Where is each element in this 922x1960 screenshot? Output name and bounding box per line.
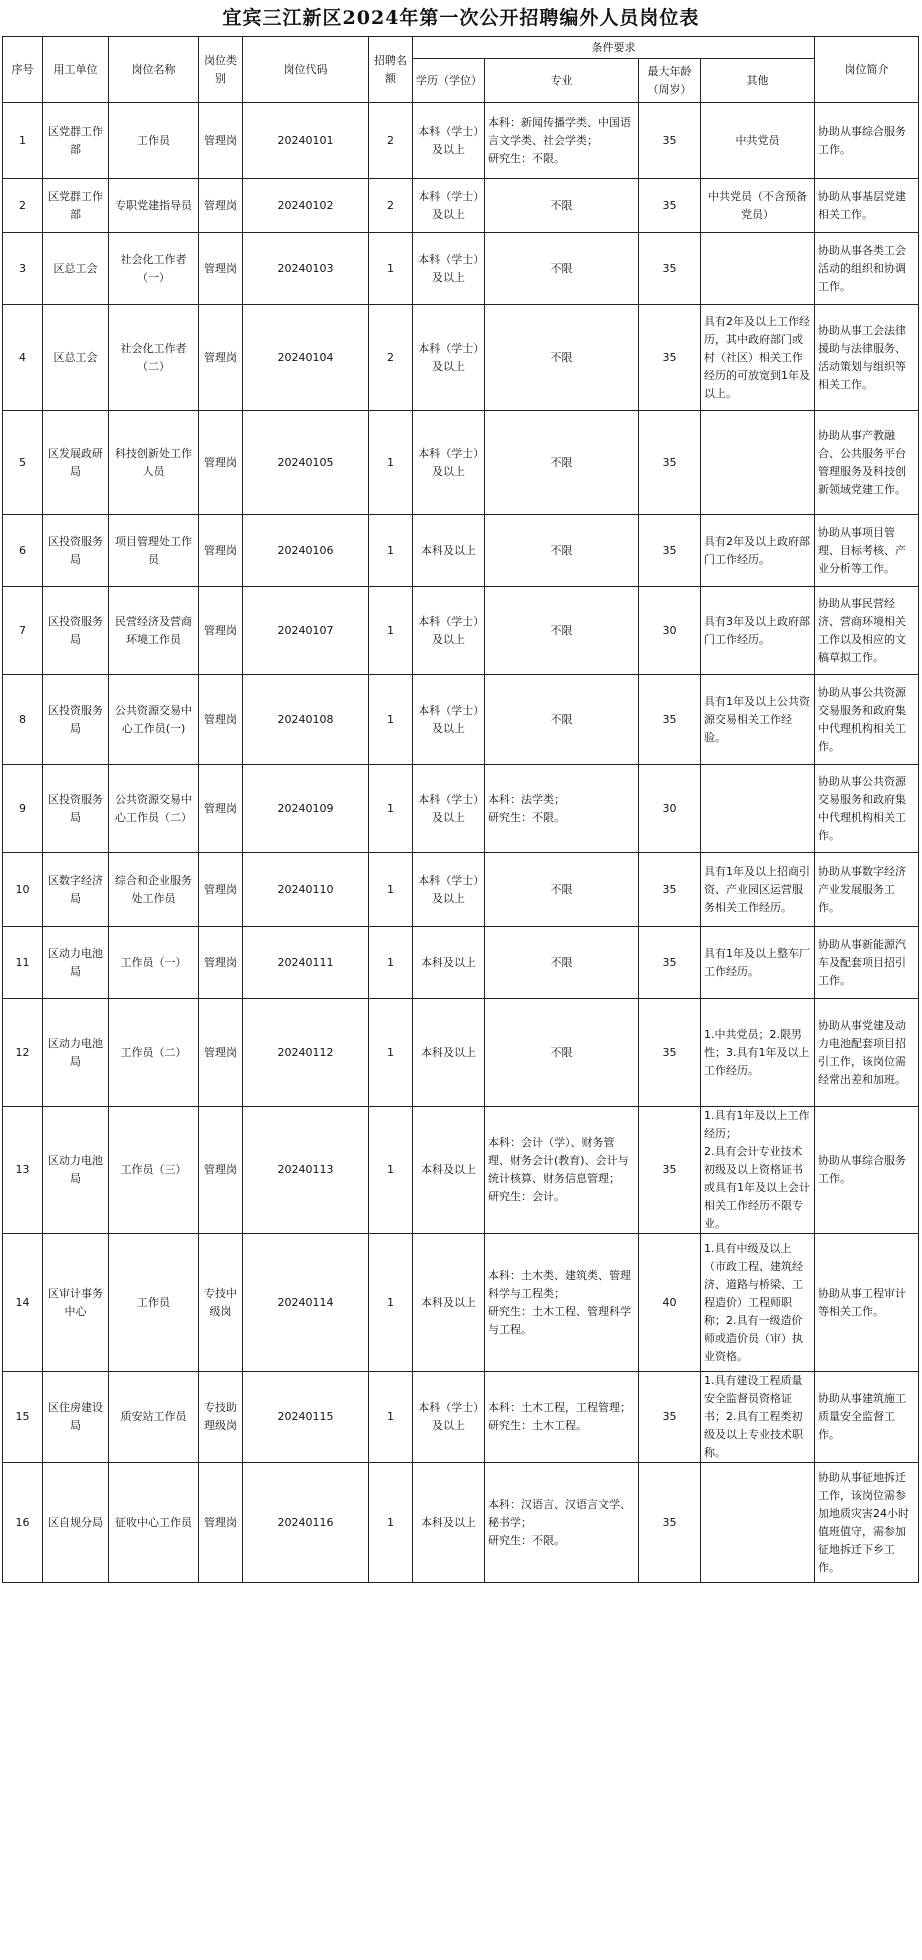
cell-education: 本科（学士）及以上	[413, 1372, 485, 1463]
cell-unit: 区投资服务局	[43, 675, 109, 765]
cell-education: 本科（学士）及以上	[413, 305, 485, 411]
header-other: 其他	[701, 59, 815, 103]
cell-unit: 区数字经济局	[43, 853, 109, 927]
cell-post-type: 专技中级岗	[199, 1234, 243, 1372]
cell-unit: 区住房建设局	[43, 1372, 109, 1463]
table-row	[3, 179, 919, 233]
cell-unit: 区投资服务局	[43, 765, 109, 853]
cell-seq: 13	[3, 1107, 43, 1234]
cell-intro: 协助从事项目管理、目标考核、产业分析等工作。	[815, 515, 919, 587]
cell-seq: 7	[3, 587, 43, 675]
cell-quota: 2	[369, 305, 413, 411]
cell-quota: 1	[369, 1107, 413, 1234]
cell-intro: 协助从事民营经济、营商环境相关工作以及相应的文稿草拟工作。	[815, 587, 919, 675]
cell-seq: 6	[3, 515, 43, 587]
cell-education: 本科（学士）及以上	[413, 103, 485, 179]
cell-max-age: 35	[639, 515, 701, 587]
cell-intro: 协助从事工会法律援助与法律服务、活动策划与组织等相关工作。	[815, 305, 919, 411]
positions-table	[2, 36, 919, 1583]
cell-quota: 1	[369, 233, 413, 305]
cell-post-type: 管理岗	[199, 587, 243, 675]
page-title: 宜宾三江新区2024年第一次公开招聘编外人员岗位表	[222, 7, 700, 29]
cell-quota: 1	[369, 587, 413, 675]
cell-post-type: 管理岗	[199, 179, 243, 233]
cell-quota: 1	[369, 765, 413, 853]
cell-intro: 协助从事综合服务工作。	[815, 103, 919, 179]
cell-seq: 11	[3, 927, 43, 999]
cell-education: 本科（学士）及以上	[413, 675, 485, 765]
cell-seq: 5	[3, 411, 43, 515]
cell-max-age: 35	[639, 675, 701, 765]
cell-post-name: 项目管理处工作员	[109, 515, 199, 587]
cell-post-code: 20240106	[243, 515, 369, 587]
cell-post-name: 公共资源交易中心工作员(一)	[109, 675, 199, 765]
cell-other: 具有1年及以上招商引资、产业园区运营服务相关工作经历。	[701, 853, 815, 927]
cell-seq: 10	[3, 853, 43, 927]
cell-max-age: 40	[639, 1234, 701, 1372]
cell-post-code: 20240105	[243, 411, 369, 515]
cell-other: 具有2年及以上政府部门工作经历。	[701, 515, 815, 587]
cell-other: 1.具有1年及以上工作经历； 2.具有会计专业技术初级及以上资格证书或具有1年及以上会计相关工作经历不限专业。	[701, 1107, 815, 1234]
cell-post-type: 管理岗	[199, 927, 243, 999]
cell-major: 不限	[485, 179, 639, 233]
header-major: 专业	[485, 59, 639, 103]
cell-post-code: 20240101	[243, 103, 369, 179]
cell-quota: 1	[369, 1372, 413, 1463]
cell-post-code: 20240114	[243, 1234, 369, 1372]
cell-major: 不限	[485, 515, 639, 587]
cell-post-name: 征收中心工作员	[109, 1463, 199, 1583]
cell-post-type: 管理岗	[199, 233, 243, 305]
cell-unit: 区投资服务局	[43, 587, 109, 675]
cell-other: 中共党员	[701, 103, 815, 179]
cell-other	[701, 1463, 815, 1583]
cell-unit: 区党群工作部	[43, 179, 109, 233]
cell-education: 本科（学士）及以上	[413, 411, 485, 515]
cell-major: 不限	[485, 233, 639, 305]
table-row	[3, 765, 919, 853]
cell-post-code: 20240110	[243, 853, 369, 927]
cell-max-age: 35	[639, 1107, 701, 1234]
table-row	[3, 103, 919, 179]
cell-post-name: 综合和企业服务处工作员	[109, 853, 199, 927]
table-row	[3, 1107, 919, 1234]
header-conditions: 条件要求	[413, 37, 815, 59]
cell-post-type: 管理岗	[199, 853, 243, 927]
table-row	[3, 233, 919, 305]
cell-major: 本科：新闻传播学类、中国语言文学类、社会学类； 研究生：不限。	[485, 103, 639, 179]
cell-education: 本科（学士）及以上	[413, 765, 485, 853]
header-post-code: 岗位代码	[243, 37, 369, 103]
cell-other: 具有1年及以上公共资源交易相关工作经验。	[701, 675, 815, 765]
cell-post-type: 管理岗	[199, 103, 243, 179]
cell-post-type: 管理岗	[199, 1463, 243, 1583]
cell-seq: 14	[3, 1234, 43, 1372]
cell-max-age: 35	[639, 103, 701, 179]
cell-post-type: 管理岗	[199, 305, 243, 411]
cell-other: 1.具有中级及以上（市政工程、建筑经济、道路与桥梁、工程造价）工程师职称；2.具有一级造价师或造价员（审）执业资格。	[701, 1234, 815, 1372]
cell-unit: 区动力电池局	[43, 999, 109, 1107]
cell-unit: 区审计事务中心	[43, 1234, 109, 1372]
cell-quota: 1	[369, 675, 413, 765]
cell-seq: 3	[3, 233, 43, 305]
cell-major: 本科：汉语言、汉语言文学、秘书学； 研究生：不限。	[485, 1463, 639, 1583]
table-row	[3, 1463, 919, 1583]
cell-intro: 协助从事新能源汽车及配套项目招引工作。	[815, 927, 919, 999]
cell-major: 不限	[485, 305, 639, 411]
cell-max-age: 35	[639, 1463, 701, 1583]
header-unit: 用工单位	[43, 37, 109, 103]
cell-other: 中共党员（不含预备党员）	[701, 179, 815, 233]
cell-other: 具有1年及以上整车厂工作经历。	[701, 927, 815, 999]
cell-max-age: 35	[639, 1372, 701, 1463]
cell-max-age: 35	[639, 305, 701, 411]
cell-max-age: 35	[639, 233, 701, 305]
cell-post-code: 20240115	[243, 1372, 369, 1463]
cell-quota: 1	[369, 1234, 413, 1372]
table-row	[3, 1234, 919, 1372]
cell-quota: 1	[369, 1463, 413, 1583]
cell-seq: 9	[3, 765, 43, 853]
cell-quota: 2	[369, 179, 413, 233]
cell-major: 不限	[485, 411, 639, 515]
cell-education: 本科（学士）及以上	[413, 179, 485, 233]
cell-major: 不限	[485, 675, 639, 765]
cell-quota: 1	[369, 999, 413, 1107]
cell-post-name: 工作员	[109, 1234, 199, 1372]
cell-intro: 协助从事综合服务工作。	[815, 1107, 919, 1234]
cell-post-name: 专职党建指导员	[109, 179, 199, 233]
cell-intro: 协助从事公共资源交易服务和政府集中代理机构相关工作。	[815, 675, 919, 765]
cell-max-age: 35	[639, 411, 701, 515]
table-row	[3, 411, 919, 515]
cell-unit: 区总工会	[43, 233, 109, 305]
cell-major: 本科：土木类、建筑类、管理科学与工程类； 研究生：土木工程、管理科学与工程。	[485, 1234, 639, 1372]
cell-intro: 协助从事基层党建相关工作。	[815, 179, 919, 233]
cell-post-type: 管理岗	[199, 515, 243, 587]
cell-intro: 协助从事党建及动力电池配套项目招引工作，该岗位需经常出差和加班。	[815, 999, 919, 1107]
cell-post-type: 管理岗	[199, 411, 243, 515]
header-seq: 序号	[3, 37, 43, 103]
cell-major: 不限	[485, 999, 639, 1107]
cell-unit: 区党群工作部	[43, 103, 109, 179]
header-intro: 岗位简介	[815, 37, 919, 103]
cell-post-code: 20240111	[243, 927, 369, 999]
cell-post-name: 公共资源交易中心工作员（二）	[109, 765, 199, 853]
cell-major: 不限	[485, 587, 639, 675]
cell-unit: 区动力电池局	[43, 1107, 109, 1234]
cell-post-name: 工作员	[109, 103, 199, 179]
cell-unit: 区自规分局	[43, 1463, 109, 1583]
header-quota: 招聘名额	[369, 37, 413, 103]
cell-post-name: 社会化工作者（二）	[109, 305, 199, 411]
cell-intro: 协助从事征地拆迁工作，该岗位需参加地质灾害24小时值班值守，需参加征地拆迁下乡工作。	[815, 1463, 919, 1583]
cell-intro: 协助从事建筑施工质量安全监督工作。	[815, 1372, 919, 1463]
cell-post-type: 管理岗	[199, 1107, 243, 1234]
cell-seq: 16	[3, 1463, 43, 1583]
cell-major: 本科：土木工程，工程管理； 研究生：土木工程。	[485, 1372, 639, 1463]
cell-education: 本科及以上	[413, 999, 485, 1107]
cell-other: 1.中共党员；2.限男性；3.具有1年及以上工作经历。	[701, 999, 815, 1107]
cell-quota: 1	[369, 515, 413, 587]
cell-post-code: 20240107	[243, 587, 369, 675]
cell-education: 本科（学士）及以上	[413, 853, 485, 927]
cell-post-code: 20240102	[243, 179, 369, 233]
cell-seq: 2	[3, 179, 43, 233]
cell-intro: 协助从事各类工会活动的组织和协调工作。	[815, 233, 919, 305]
cell-post-code: 20240113	[243, 1107, 369, 1234]
cell-unit: 区总工会	[43, 305, 109, 411]
cell-post-type: 专技助理级岗	[199, 1372, 243, 1463]
cell-major: 不限	[485, 853, 639, 927]
cell-education: 本科（学士）及以上	[413, 587, 485, 675]
cell-max-age: 30	[639, 587, 701, 675]
cell-quota: 1	[369, 411, 413, 515]
cell-post-name: 民营经济及营商环境工作员	[109, 587, 199, 675]
cell-unit: 区投资服务局	[43, 515, 109, 587]
header-education: 学历（学位）	[413, 59, 485, 103]
cell-education: 本科（学士）及以上	[413, 233, 485, 305]
cell-post-name: 质安站工作员	[109, 1372, 199, 1463]
cell-post-name: 工作员（一）	[109, 927, 199, 999]
cell-post-code: 20240112	[243, 999, 369, 1107]
cell-quota: 2	[369, 103, 413, 179]
cell-max-age: 35	[639, 999, 701, 1107]
table-row	[3, 675, 919, 765]
cell-post-type: 管理岗	[199, 999, 243, 1107]
cell-post-name: 工作员（二）	[109, 999, 199, 1107]
cell-post-code: 20240108	[243, 675, 369, 765]
cell-seq: 15	[3, 1372, 43, 1463]
header-max-age: 最大年龄（周岁）	[639, 59, 701, 103]
cell-post-code: 20240109	[243, 765, 369, 853]
cell-education: 本科及以上	[413, 1463, 485, 1583]
cell-seq: 8	[3, 675, 43, 765]
table-row	[3, 927, 919, 999]
table-row	[3, 853, 919, 927]
table-row	[3, 1372, 919, 1463]
cell-major: 本科：法学类； 研究生：不限。	[485, 765, 639, 853]
cell-post-code: 20240103	[243, 233, 369, 305]
table-row	[3, 587, 919, 675]
table-row	[3, 999, 919, 1107]
cell-post-type: 管理岗	[199, 675, 243, 765]
cell-other	[701, 233, 815, 305]
cell-seq: 4	[3, 305, 43, 411]
cell-major: 本科：会计（学）、财务管理、财务会计(教育)、会计与统计核算、财务信息管理； 研究生：会计。	[485, 1107, 639, 1234]
header-post-type: 岗位类别	[199, 37, 243, 103]
table-row	[3, 305, 919, 411]
cell-intro: 协助从事公共资源交易服务和政府集中代理机构相关工作。	[815, 765, 919, 853]
cell-max-age: 30	[639, 765, 701, 853]
cell-post-name: 社会化工作者（一）	[109, 233, 199, 305]
cell-unit: 区发展政研局	[43, 411, 109, 515]
table-body	[3, 103, 919, 1583]
cell-seq: 1	[3, 103, 43, 179]
cell-intro: 协助从事工程审计等相关工作。	[815, 1234, 919, 1372]
cell-other	[701, 765, 815, 853]
cell-other	[701, 411, 815, 515]
header-post-name: 岗位名称	[109, 37, 199, 103]
cell-post-code: 20240116	[243, 1463, 369, 1583]
cell-max-age: 35	[639, 927, 701, 999]
table-row	[3, 515, 919, 587]
cell-education: 本科及以上	[413, 1234, 485, 1372]
cell-post-name: 工作员（三）	[109, 1107, 199, 1234]
cell-post-type: 管理岗	[199, 765, 243, 853]
cell-max-age: 35	[639, 853, 701, 927]
cell-other: 1.具有建设工程质量安全监督员资格证书；2.具有工程类初级及以上专业技术职称。	[701, 1372, 815, 1463]
cell-quota: 1	[369, 927, 413, 999]
cell-post-name: 科技创新处工作人员	[109, 411, 199, 515]
cell-other: 具有3年及以上政府部门工作经历。	[701, 587, 815, 675]
cell-seq: 12	[3, 999, 43, 1107]
cell-education: 本科及以上	[413, 515, 485, 587]
cell-other: 具有2年及以上工作经历，其中政府部门或村（社区）相关工作经历的可放宽到1年及以上。	[701, 305, 815, 411]
cell-quota: 1	[369, 853, 413, 927]
cell-unit: 区动力电池局	[43, 927, 109, 999]
cell-max-age: 35	[639, 179, 701, 233]
cell-intro: 协助从事产教融合、公共服务平台管理服务及科技创新领域党建工作。	[815, 411, 919, 515]
cell-post-code: 20240104	[243, 305, 369, 411]
cell-intro: 协助从事数字经济产业发展服务工作。	[815, 853, 919, 927]
cell-education: 本科及以上	[413, 927, 485, 999]
cell-education: 本科及以上	[413, 1107, 485, 1234]
cell-major: 不限	[485, 927, 639, 999]
